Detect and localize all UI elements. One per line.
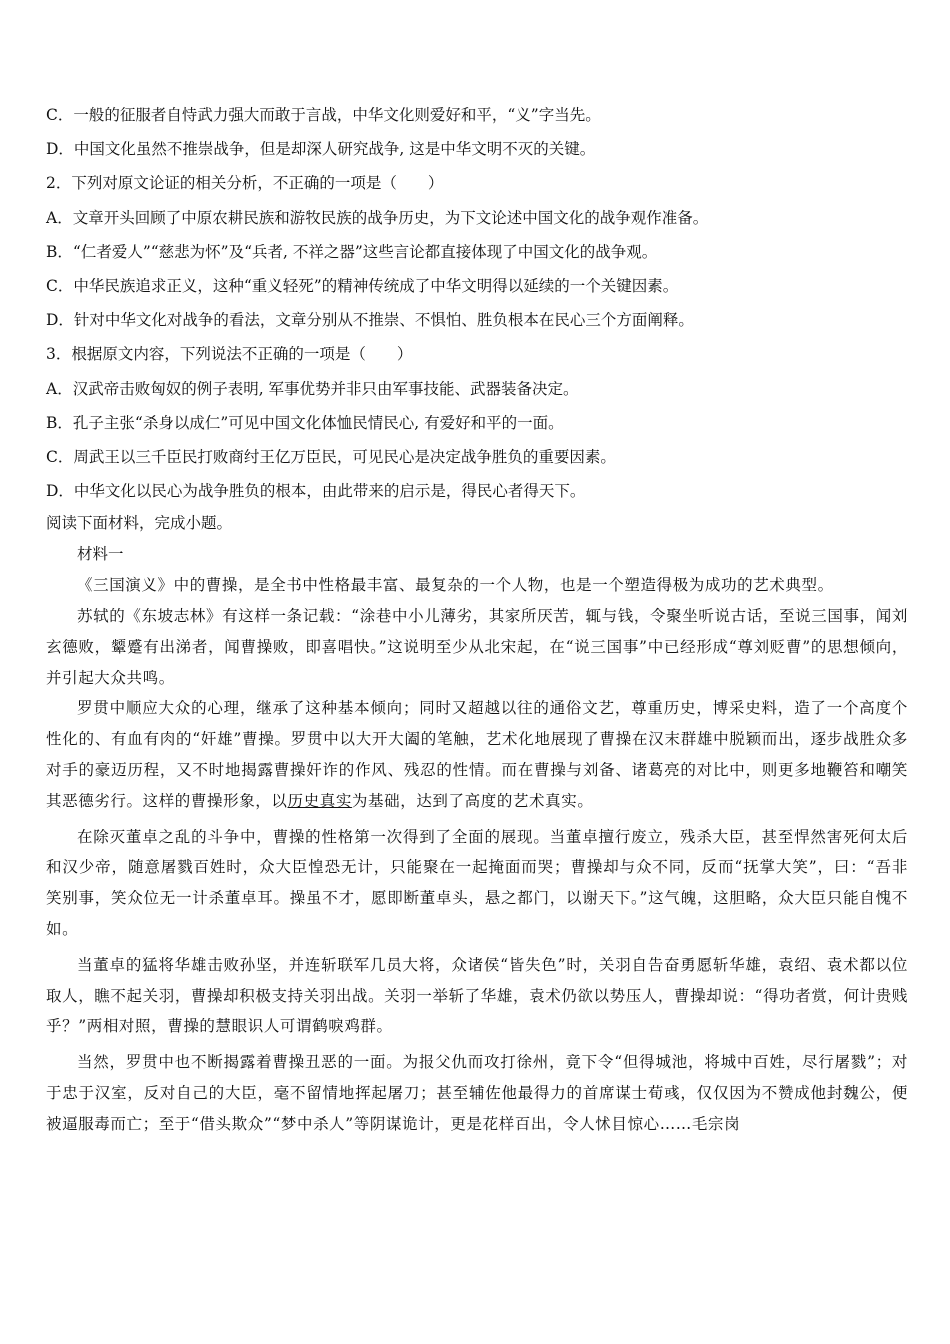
paragraph-3-text-after: 为基础，达到了高度的艺术真实。 — [351, 791, 594, 810]
material-paragraph-5: 当董卓的猛将华雄击败孙坚，并连斩联军几员大将，众诸侯“皆失色”时，关羽自告奋勇愿斩华雄，袁绍、袁术都以位取人，瞧不起关羽，曹操却积极支持关羽出战。关羽一举斩了华雄，袁术仍欲以势压人，曹操却说：“得功者赏，何计贵贱乎？”两相对照，曹操的慧眼识人可谓鹤唳鸡群。 — [46, 955, 908, 1036]
q3-stem: 3．根据原文内容，下列说法不正确的一项是（ ） — [46, 345, 413, 364]
material-paragraph-2: 苏轼的《东坡志林》有这样一条记载：“涂巷中小儿薄劣，其家所厌苦，辄与钱，令聚坐听说古话，至说三国事，闻刘玄德败，颦蹙有出涕者，闻曹操败，即喜唱快。”这说明至少从北宋起，在“说三国事”中已经形成“尊刘贬曹”的思想倾向，并引起大众共鸣。 — [46, 607, 908, 687]
q1-option-d: D．中国文化虽然不推崇战争，但是却深人研究战争, 这是中华文明不灭的关键。 — [46, 140, 596, 159]
q3-option-d: D．中华文化以民心为战争胜负的根本，由此带来的启示是，得民心者得天下。 — [46, 482, 586, 501]
document-page — [46, 98, 908, 1140]
underlined-phrase: 历史真实 — [287, 791, 352, 810]
material-paragraph-4: 在除灭董卓之乱的斗争中，曹操的性格第一次得到了全面的展现。当董卓擅行废立，残杀大臣，甚至悍然害死何太后和汉少帝，随意屠戮百姓时，众大臣惶恐无计，只能聚在一起掩面而哭；曹操却与众不同，反而“抚掌大笑”，曰：“吾非笑别事，笑众位无一计杀董卓耳。操虽不才，愿即断董卓头，悬之都门，以谢天下。”这气魄，这胆略，众大臣只能自愧不如。 — [46, 827, 908, 939]
q2-option-d: D．针对中华文化对战争的看法，文章分别从不推崇、不惧怕、胜负根本在民心三个方面阐释。 — [46, 311, 694, 330]
material-paragraph-3 — [46, 693, 908, 816]
q3-option-a: A．汉武帝击败匈奴的例子表明, 军事优势并非只由军事技能、武器装备决定。 — [46, 379, 579, 398]
q3-option-c: C．周武王以三千臣民打败商纣王亿万臣民，可见民心是决定战争胜负的重要因素。 — [46, 447, 616, 466]
q2-option-c: C．中华民族追求正义，这种“重义轻死”的精神传统成了中华文明得以延续的一个关键因素。 — [46, 276, 679, 295]
material-label: 材料一 — [77, 545, 124, 564]
reading-instruction: 阅读下面材料，完成小题。 — [46, 514, 233, 533]
q2-option-b: B．“仁者爱人”“慈悲为怀”及“兵者, 不祥之器”这些言论都直接体现了中国文化的战争观。 — [46, 242, 658, 261]
material-paragraph-6: 当然，罗贯中也不断揭露着曹操丑恶的一面。为报父仇而攻打徐州，竟下令“但得城池，将城中百姓，尽行屠戮”；对于忠于汉室，反对自己的大臣，毫不留情地挥起屠刀；甚至辅佐他最得力的首席谋士荀彧，仅仅因为不赞成他封魏公，便被逼服毒而亡；至于“借头欺众”“梦中杀人”等阴谋诡计，更是花样百出，令人怵目惊心……毛宗岗 — [46, 1053, 908, 1133]
q2-stem: 2．下列对原文论证的相关分析，不正确的一项是（ ） — [46, 174, 444, 193]
material-paragraph-1: 《三国演义》中的曹操，是全书中性格最丰富、最复杂的一个人物，也是一个塑造得极为成功的艺术典型。 — [77, 576, 834, 595]
q3-option-b: B．孔子主张“杀身以成仁”可见中国文化体恤民情民心, 有爱好和平的一面。 — [46, 413, 564, 432]
q2-option-a: A．文章开头回顾了中原农耕民族和游牧民族的战争历史，为下文论述中国文化的战争观作准备。 — [46, 208, 709, 227]
paragraph-3-text-before: 罗贯中顺应大众的心理，继承了这种基本倾向；同时又超越以往的通俗文艺，尊重历史，博采史料，造了一个高度个性化的、有血有肉的“奸雄”曹操。罗贯中以大开大阖的笔触，艺术化地展现了曹操在汉末群雄中脱颖而出，逐步战胜众多对手的豪迈历程，又不时地揭露曹操奸诈的作风、残忍的性情。而在曹操与刘备、诸葛亮的对比中，则更多地鞭笞和嘲笑其恶德劣行。这样的曹操形象，以 — [46, 699, 908, 810]
q1-option-c: C．一般的征服者自恃武力强大而敢于言战，中华文化则爱好和平，“义”字当先。 — [46, 106, 601, 124]
